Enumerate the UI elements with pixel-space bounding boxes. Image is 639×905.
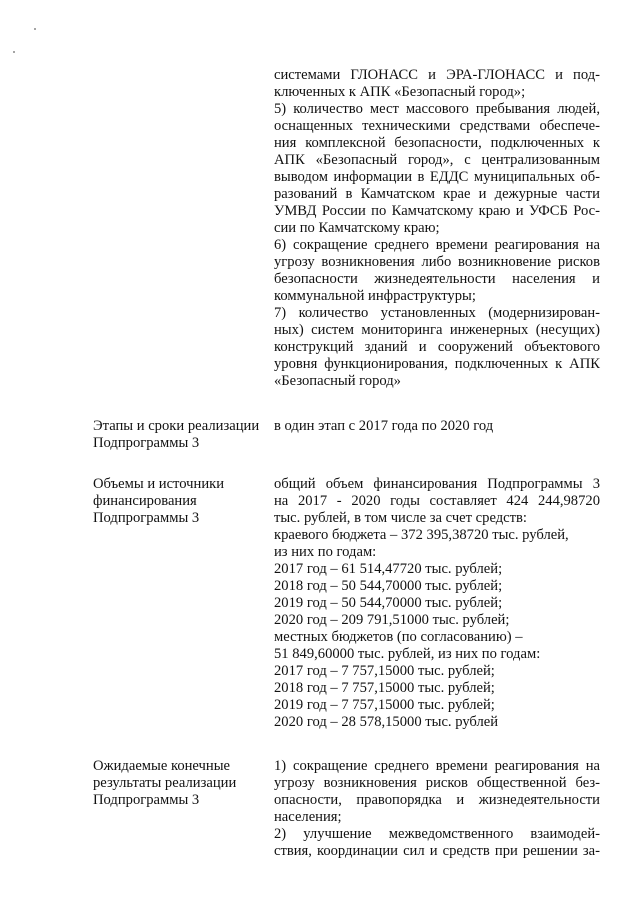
result-line: ствия, координации сил и средств при решении за- [274,843,600,859]
text-line: конструкций зданий и сооружений объектового [274,339,600,355]
funding-line: краевого бюджета – 372 395,38720 тыс. рублей, [274,527,569,543]
text-line: выводом информации в ЕДДС муниципальных об- [274,169,600,185]
text-line: 7) количество установленных (модернизирован- [274,305,600,321]
text-line: АПК «Безопасный город», с централизованным [274,152,600,168]
text-line: УМВД России по Камчатскому краю и УФСБ Рос- [274,203,600,219]
funding-line: 2019 год – 7 757,15000 тыс. рублей; [274,697,495,713]
funding-line: из них по годам: [274,544,377,560]
funding-line: 51 849,60000 тыс. рублей, из них по годам: [274,646,541,662]
text-line: сии по Камчатскому краю; [274,220,440,236]
row-label: Этапы и сроки реализации [93,418,260,434]
funding-line: тыс. рублей, в том числе за счет средств: [274,510,527,526]
funding-line: местных бюджетов (по согласованию) – [274,629,523,645]
text-line: «Безопасный город» [274,373,401,389]
funding-line: 2020 год – 209 791,51000 тыс. рублей; [274,612,510,628]
row-label: Объемы и источники [93,476,225,492]
text-line: системами ГЛОНАСС и ЭРА-ГЛОНАСС и под- [274,67,600,83]
text-line: оснащенных техническими средствами обеспече- [274,118,600,134]
row-label: результаты реализации [93,775,237,791]
text-line: 6) сокращение среднего времени реагирования на [274,237,600,253]
text-line: уровня функционирования, подключенных к АПК [274,356,600,372]
row-label: Подпрограммы 3 [93,510,200,526]
row-label: финансирования [93,493,197,509]
funding-line: 2020 год – 28 578,15000 тыс. рублей [274,714,499,730]
scan-speck [34,28,36,30]
text-line: 5) количество мест массового пребывания людей, [274,101,600,117]
funding-line: 2018 год – 50 544,70000 тыс. рублей; [274,578,503,594]
funding-line: на 2017 - 2020 годы составляет 424 244,98720 [274,493,600,509]
result-line: 1) сокращение среднего времени реагирования на [274,758,600,774]
row-label: Подпрограммы 3 [93,435,200,451]
text-line: угрозу возникновения либо возникновение рисков [274,254,600,270]
text-line: ключенных к АПК «Безопасный город»; [274,84,526,100]
row-label: Подпрограммы 3 [93,792,200,808]
funding-line: 2018 год – 7 757,15000 тыс. рублей; [274,680,495,696]
funding-line: 2017 год – 7 757,15000 тыс. рублей; [274,663,495,679]
text-line: разований в Камчатском крае и дежурные части [274,186,600,202]
funding-line: 2019 год – 50 544,70000 тыс. рублей; [274,595,503,611]
result-line: угрозу возникновения рисков общественной без- [274,775,600,791]
result-line: населения; [274,809,342,825]
text-line: коммунальной инфраструктуры; [274,288,476,304]
text-line: безопасности жизнедеятельности населения и [274,271,600,287]
text-line: ных) систем мониторинга инженерных (несущих) [274,322,600,338]
funding-line: общий объем финансирования Подпрограммы 3 [274,476,600,492]
scan-speck [13,51,15,53]
result-line: опасности, правопорядка и жизнедеятельности [274,792,600,808]
text-line: ния комплексной безопасности, подключенных к [274,135,600,151]
result-line: 2) улучшение межведомственного взаимодей- [274,826,600,842]
funding-line: 2017 год – 61 514,47720 тыс. рублей; [274,561,503,577]
row-value: в один этап с 2017 года по 2020 год [274,418,494,434]
row-label: Ожидаемые конечные [93,758,230,774]
